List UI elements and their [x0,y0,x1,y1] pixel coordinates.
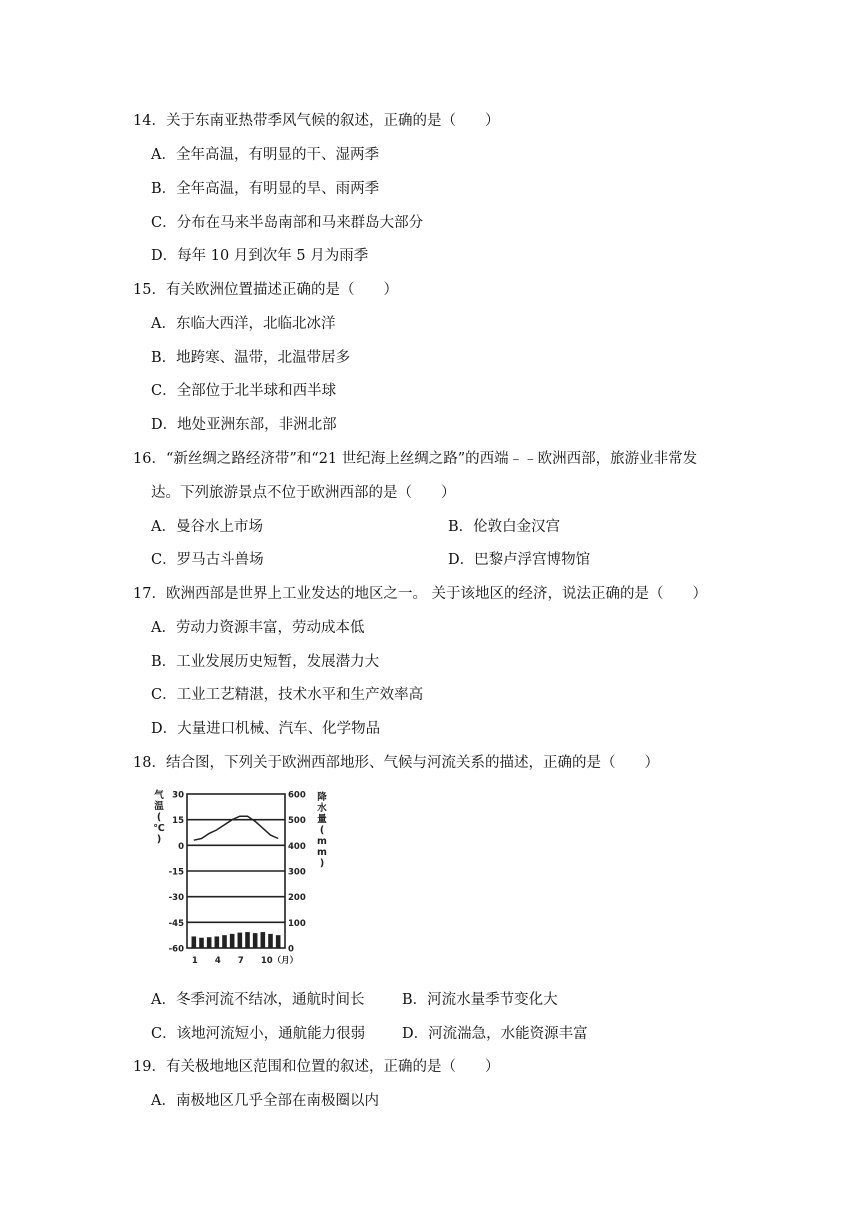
right-tick-label: 600 [288,790,306,801]
right-axis-label-char: 量 [317,814,327,825]
right-tick-label: 500 [288,816,306,827]
option-c[interactable]: C．工业工艺精湛，技术水平和生产效率高 [151,687,424,703]
option-d[interactable]: D．每年 10 月到次年 5 月为雨季 [151,248,369,264]
question-stem: 19．有关极地地区范围和位置的叙述，正确的是（ ） [133,1059,500,1075]
option-a[interactable]: A．全年高温，有明显的干、湿两季 [151,147,379,163]
x-axis-ticks [192,955,298,966]
option-b[interactable]: B．地跨寒、温带，北温带居多 [151,350,351,366]
left-axis-label-char: 温 [154,801,164,812]
precipitation-bar [245,932,250,948]
question-stem-line2: 达。下列旅游景点不位于欧洲西部的是（ ） [151,485,456,501]
right-tick-label: 400 [288,841,306,852]
right-axis-label-char: m [317,836,327,847]
left-axis-label [153,789,165,845]
option-a[interactable]: A．曼谷水上市场 [151,519,263,535]
option-d[interactable]: D．巴黎卢浮宫博物馆 [448,552,591,568]
precipitation-bar [253,933,258,948]
precipitation-bar [238,933,243,948]
climate-chart [150,788,330,976]
precipitation-bar [276,935,281,948]
left-tick-label: -15 [168,867,184,878]
right-axis-label-char: ) [319,858,325,869]
precipitation-bar [207,937,212,948]
right-tick-label: 200 [288,893,306,904]
option-c[interactable]: C．全部位于北半球和西半球 [151,383,337,399]
option-c[interactable]: C．该地河流短小，通航能力很弱 [151,1026,366,1042]
x-tick-label: 4 [214,956,221,966]
option-d[interactable]: D．大量进口机械、汽车、化学物品 [151,721,381,737]
right-axis-ticks [288,791,306,955]
option-a[interactable]: A．劳动力资源丰富，劳动成本低 [151,620,365,636]
option-b[interactable]: B．河流水量季节变化大 [402,992,558,1008]
option-a[interactable]: A．东临大西洋，北临北冰洋 [151,316,336,332]
precipitation-bar [230,934,235,948]
option-a[interactable]: A．南极地区几乎全部在南极圈以内 [151,1093,379,1109]
question-stem: 18．结合图，下列关于欧洲西部地形、气候与河流关系的描述，正确的是（ ） [133,755,659,771]
right-axis-label-char: 降 [317,792,327,803]
option-a[interactable]: A．冬季河流不结冰，通航时间长 [151,992,365,1008]
precipitation-bar [215,936,220,948]
option-b[interactable]: B．工业发展历史短暂，发展潜力大 [151,654,380,670]
x-tick-label: 7 [237,956,244,966]
question-stem: 14．关于东南亚热带季风气候的叙述，正确的是（ ） [133,113,500,129]
left-axis-ticks [169,791,184,955]
left-axis-label-char: 气 [154,790,164,801]
option-b[interactable]: B．全年高温，有明显的旱、雨两季 [151,181,380,197]
right-tick-label: 300 [288,867,306,878]
left-tick-label: 15 [172,816,184,827]
right-axis-label-char: ( [319,825,325,836]
left-tick-label: 30 [172,790,184,801]
right-axis-label-char: 水 [317,803,327,814]
question-stem: 15．有关欧洲位置描述正确的是（ ） [133,282,398,298]
left-axis-label-char: ) [156,834,162,845]
precipitation-bars [192,932,281,948]
precipitation-bar [199,938,204,948]
precipitation-bar [192,936,197,948]
right-axis-label [317,791,327,869]
option-b[interactable]: B．伦敦白金汉宫 [448,519,561,535]
right-axis-label-char: m [317,847,327,858]
left-tick-label: -30 [168,893,184,904]
left-tick-label: -45 [168,918,184,929]
chart-gridlines [187,794,285,948]
right-tick-label: 0 [288,944,294,955]
precipitation-bar [222,935,227,948]
precipitation-bar [268,934,273,948]
option-c[interactable]: C．罗马古斗兽场 [151,552,264,568]
question-stem-line1: 16．“新丝绸之路经济带”和“21 世纪海上丝绸之路”的西端﹣﹣欧洲西部，旅游业非常发 [133,451,698,467]
left-tick-label: -60 [168,944,184,955]
option-d[interactable]: D．河流湍急，水能资源丰富 [402,1026,588,1042]
x-tick-label: 1 [191,956,198,966]
question-stem: 17．欧洲西部是世界上工业发达的地区之一。 关于该地区的经济，说法正确的是（ ） [133,586,708,602]
left-axis-label-char: ℃ [153,823,165,834]
option-d[interactable]: D．地处亚洲东部，非洲北部 [151,417,337,433]
left-tick-label: 0 [178,841,184,852]
right-tick-label: 100 [288,918,306,929]
x-tick-label: 10（月） [260,956,299,966]
option-c[interactable]: C．分布在马来半岛南部和马来群岛大部分 [151,215,424,231]
left-axis-label-char: ( [156,812,162,823]
precipitation-bar [261,932,266,948]
